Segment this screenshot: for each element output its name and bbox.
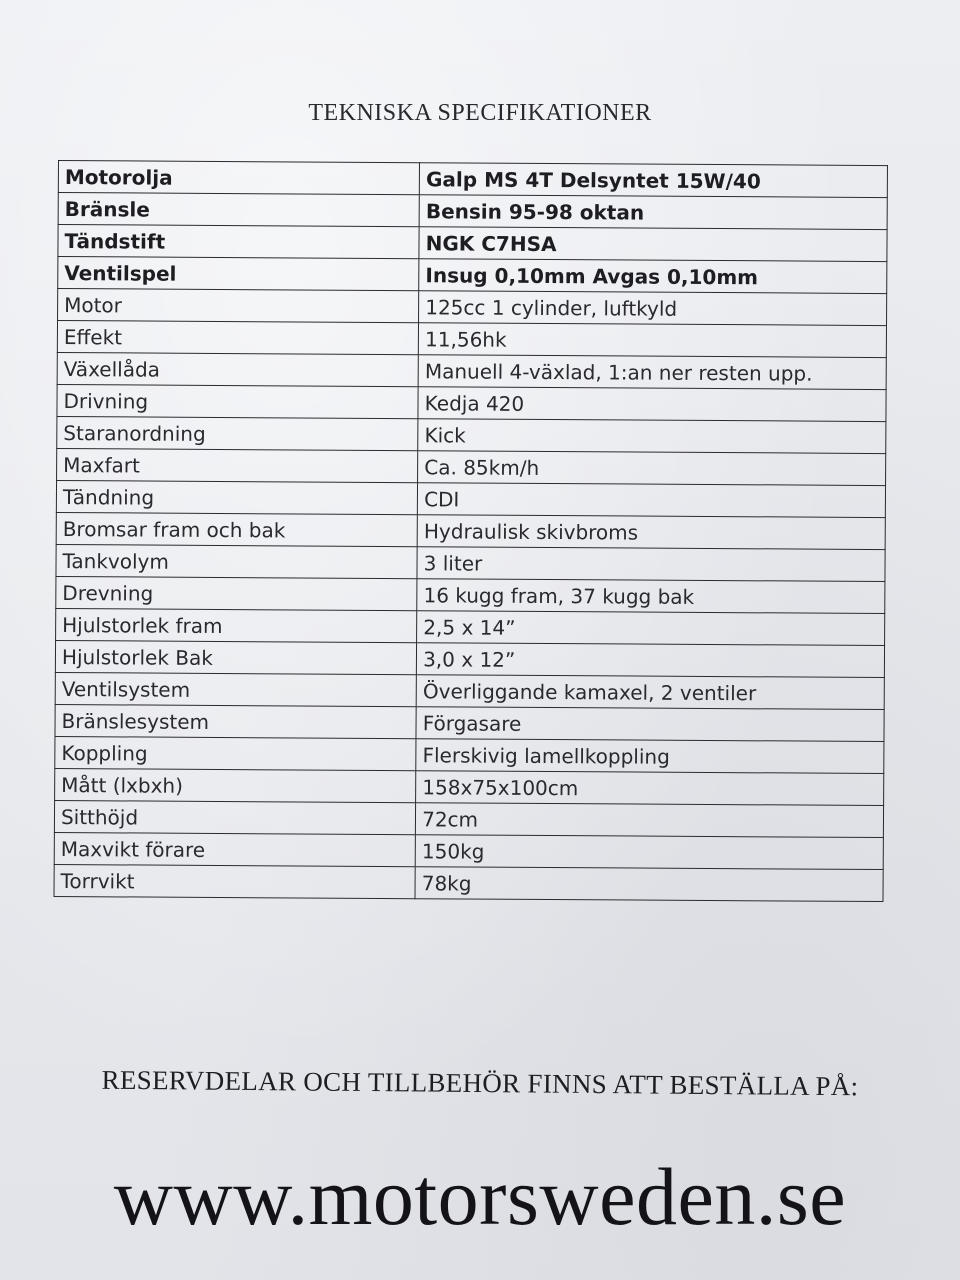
table-row — [54, 832, 883, 869]
spec-label: Bränsle — [58, 193, 419, 227]
spec-label: Drivning — [57, 384, 418, 418]
spec-value: 150kg — [415, 835, 883, 870]
table-row — [56, 480, 885, 517]
spec-label: Staranordning — [57, 416, 418, 450]
spec-value: 72cm — [416, 803, 884, 838]
table-row — [58, 257, 887, 294]
table-row — [56, 608, 885, 645]
spec-label: Hjulstorlek fram — [56, 608, 417, 642]
spec-value: Galp MS 4T Delsyntet 15W/40 — [419, 163, 887, 198]
table-row — [57, 448, 886, 485]
spec-value: 3 liter — [417, 547, 885, 582]
spec-value: 2,5 x 14” — [417, 611, 885, 646]
spec-value: 158x75x100cm — [416, 771, 884, 806]
table-row — [57, 416, 886, 453]
spec-table — [53, 160, 887, 902]
spec-value: Flerskivig lamellkoppling — [416, 739, 884, 774]
spec-label: Tankvolym — [56, 544, 417, 578]
spec-label: Maxvikt förare — [54, 832, 415, 866]
table-row — [58, 225, 887, 262]
table-row — [57, 352, 886, 389]
table-row — [58, 289, 887, 326]
table-row — [55, 736, 884, 773]
spec-value: Överliggande kamaxel, 2 ventiler — [416, 675, 884, 710]
table-row — [57, 321, 886, 358]
spec-value: 16 kugg fram, 37 kugg bak — [417, 579, 885, 614]
table-row — [56, 512, 885, 549]
table-row — [54, 864, 883, 901]
table-row — [55, 768, 884, 805]
spec-label: Torrvikt — [54, 864, 415, 898]
spec-label: Bränslesystem — [55, 704, 416, 738]
spec-label: Effekt — [57, 321, 418, 355]
spec-label: Ventilspel — [58, 257, 419, 291]
spec-label: Ventilsystem — [55, 672, 416, 706]
table-row — [57, 384, 886, 421]
table-row — [55, 640, 884, 677]
spec-value: Förgasare — [416, 707, 884, 742]
table-row — [56, 576, 885, 613]
document-title: TEKNISKA SPECIFIKATIONER — [308, 100, 652, 126]
table-row — [56, 544, 885, 581]
spec-label: Hjulstorlek Bak — [55, 640, 416, 674]
spec-label: Motorolja — [58, 161, 419, 195]
table-row — [54, 800, 883, 837]
spec-label: Mått (lxbxh) — [55, 768, 416, 802]
spec-value: NGK C7HSA — [419, 227, 887, 262]
table-row — [55, 704, 884, 741]
spec-label: Motor — [58, 289, 419, 323]
spec-value: 78kg — [415, 867, 883, 902]
spec-label: Sitthöjd — [54, 800, 415, 834]
spec-label: Tändstift — [58, 225, 419, 259]
spec-value: 3,0 x 12” — [417, 643, 885, 678]
website-url: www.motorsweden.se — [113, 1151, 847, 1242]
table-row — [58, 161, 887, 198]
spec-label: Bromsar fram och bak — [56, 512, 417, 546]
spec-label: Koppling — [55, 736, 416, 770]
spec-value: 11,56hk — [418, 323, 886, 358]
spec-value: Kedja 420 — [418, 387, 886, 422]
table-row — [58, 193, 887, 230]
spec-label: Tändning — [56, 480, 417, 514]
table-row — [55, 672, 884, 709]
spec-label: Maxfart — [57, 448, 418, 482]
spec-value: CDI — [418, 483, 886, 518]
spec-label: Drevning — [56, 576, 417, 610]
spec-value: Kick — [418, 419, 886, 454]
spec-value: 125cc 1 cylinder, luftkyld — [419, 291, 887, 326]
order-info-text: RESERVDELAR OCH TILLBEHÖR FINNS ATT BESTÄLLA PÅ: — [101, 1064, 859, 1102]
spec-value: Ca. 85km/h — [418, 451, 886, 486]
spec-value: Bensin 95-98 oktan — [419, 195, 887, 230]
spec-value: Insug 0,10mm Avgas 0,10mm — [419, 259, 887, 294]
spec-value: Manuell 4-växlad, 1:an ner resten upp. — [418, 355, 886, 390]
spec-value: Hydraulisk skivbroms — [417, 515, 885, 550]
spec-label: Växellåda — [57, 352, 418, 386]
